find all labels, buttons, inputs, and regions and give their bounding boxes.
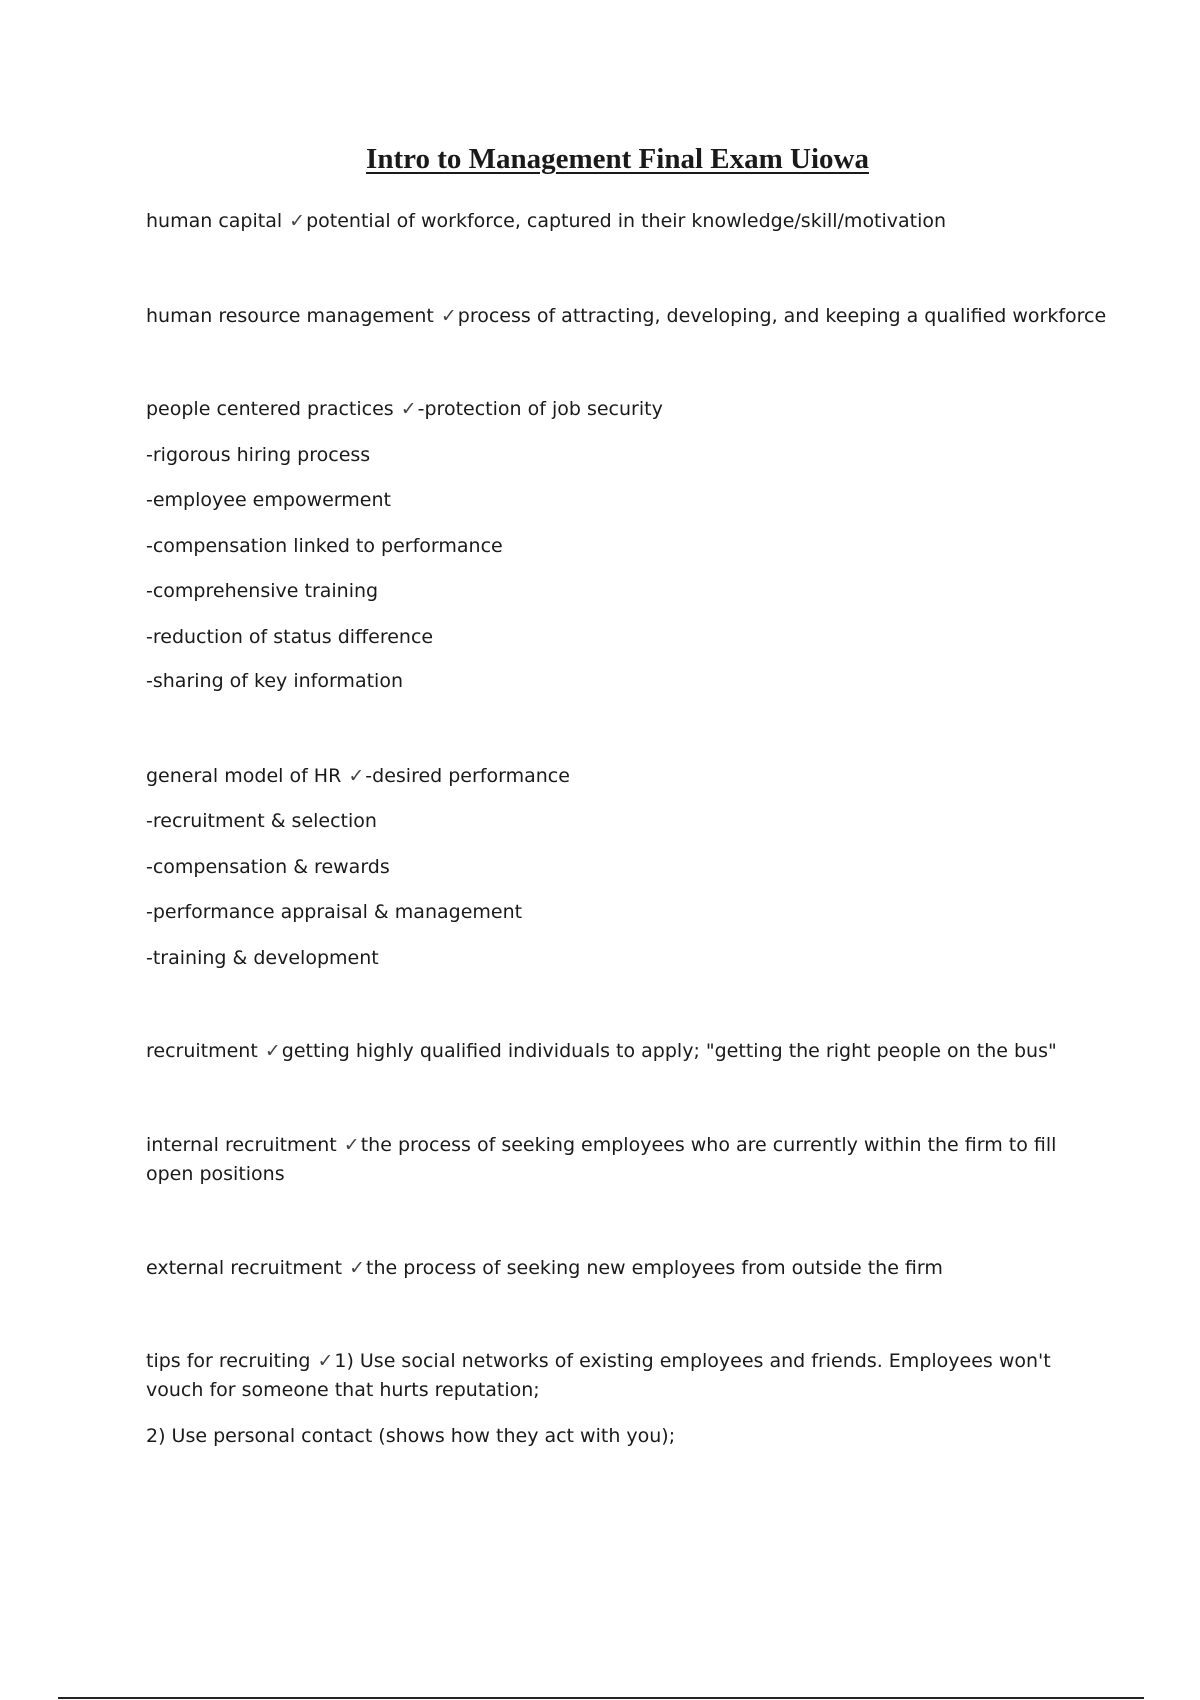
entry-definition: the process of seeking new employees from outside the firm: [366, 1257, 943, 1279]
entry-continuation: -training & development: [146, 947, 379, 969]
entry-continuation: -comprehensive training: [146, 580, 379, 602]
entry-continuation: -compensation & rewards: [146, 856, 390, 878]
entry-term: external recruitment: [146, 1257, 343, 1279]
flashcard-entry: [146, 1254, 1076, 1283]
entry-continuation: -employee empowerment: [146, 489, 391, 511]
check-mark-icon: ✓: [349, 1257, 365, 1279]
check-mark-icon: ✓: [440, 305, 457, 327]
flashcard-entry: [146, 762, 1076, 791]
entry-continuation: 2) Use personal contact (shows how they act with you);: [146, 1425, 676, 1447]
entry-term: people centered practices: [146, 398, 394, 420]
entry-continuation: -compensation linked to performance: [146, 535, 503, 557]
check-mark-icon: ✓: [317, 1350, 334, 1372]
check-mark-icon: ✓: [289, 210, 306, 232]
entry-continuation: -reduction of status difference: [146, 626, 434, 648]
page-footer-rule: [58, 1697, 1144, 1699]
entry-definition: getting highly qualified individuals to apply; "getting the right people on the bus": [281, 1040, 1057, 1062]
flashcard-entry: [146, 395, 1076, 424]
entry-term: tips for recruiting: [146, 1350, 311, 1372]
entry-definition: -protection of job security: [417, 398, 663, 420]
entry-continuation: -sharing of key information: [146, 670, 403, 692]
check-mark-icon: ✓: [343, 1134, 360, 1156]
document-title: Intro to Management Final Exam Uiowa: [366, 143, 869, 175]
entry-definition: -desired performance: [365, 765, 570, 787]
entry-continuation: -rigorous hiring process: [146, 444, 371, 466]
entry-definition: the process of seeking employees who are currently within the firm to fill open positions: [146, 1134, 1057, 1185]
entry-definition: process of attracting, developing, and keeping a qualified workforce: [457, 305, 1107, 327]
flashcard-entry: [146, 302, 1107, 331]
entry-definition: potential of workforce, captured in their knowledge/skill/motivation: [306, 210, 947, 232]
check-mark-icon: ✓: [400, 398, 417, 420]
entry-term: internal recruitment: [146, 1134, 337, 1156]
flashcard-entry: [146, 1347, 1076, 1405]
check-mark-icon: ✓: [348, 765, 365, 787]
flashcard-entry: [146, 1131, 1076, 1189]
entry-continuation: -performance appraisal & management: [146, 901, 523, 923]
entry-definition: 1) Use social networks of existing employees and friends. Employees won't vouch for someone that hurts reputation;: [146, 1350, 1051, 1401]
check-mark-icon: ✓: [264, 1040, 281, 1062]
entry-term: human capital: [146, 210, 283, 232]
entry-continuation: -recruitment & selection: [146, 810, 377, 832]
flashcard-entry: [146, 1037, 1076, 1066]
entry-term: recruitment: [146, 1040, 258, 1062]
entry-term: general model of HR: [146, 765, 342, 787]
flashcard-entry: [146, 207, 1076, 236]
entry-term: human resource management: [146, 305, 434, 327]
